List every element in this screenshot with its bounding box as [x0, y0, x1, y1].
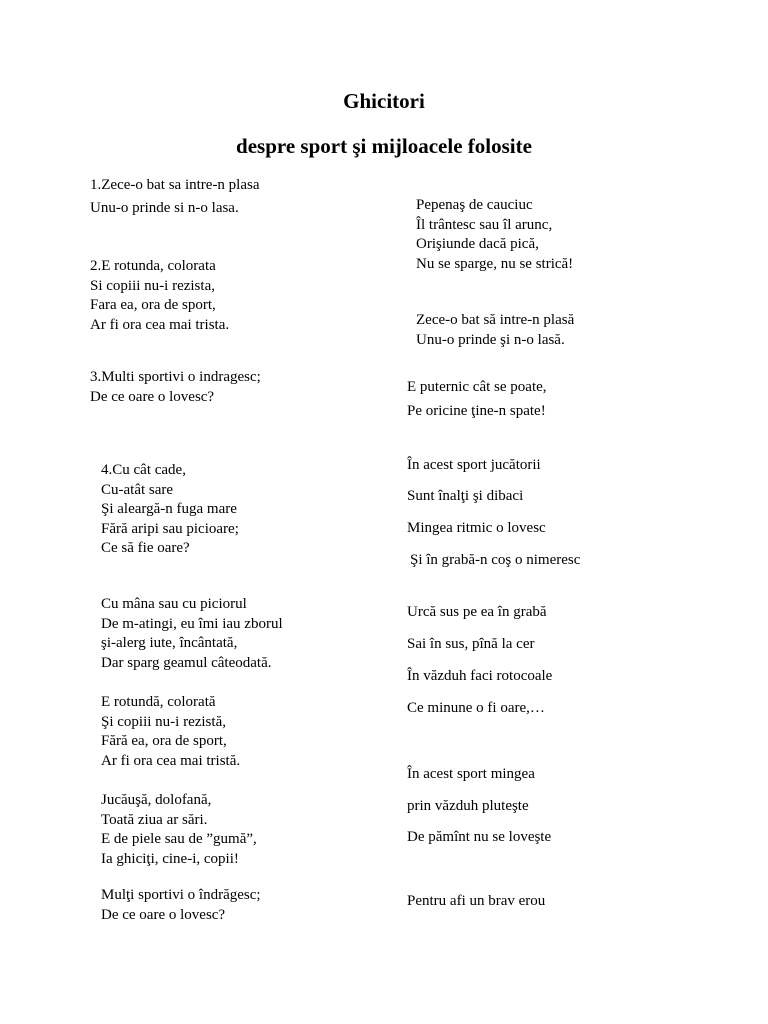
left-riddle-block — [90, 199, 239, 219]
left-riddle-line: E rotundă, colorată — [101, 694, 216, 710]
right-riddle-line: Îl trântesc sau îl arunc, — [416, 216, 553, 233]
left-riddle-line: De ce oare o lovesc? — [90, 388, 215, 405]
left-riddle-block — [90, 368, 261, 407]
left-riddle-line: Ia ghiciţi, cine-i, copii! — [101, 850, 239, 867]
left-riddle-line: E de piele sau de ”gumă”, — [101, 831, 257, 847]
left-riddle-line: Şi copiii nu-i rezistă, — [101, 713, 226, 730]
right-riddle-block — [407, 402, 546, 422]
right-riddle-line: În acest sport jucătorii — [407, 457, 541, 473]
left-riddle-line: Cu-atât sare — [101, 481, 174, 498]
right-riddle-line: Ce minune o fi oare,… — [407, 700, 545, 716]
right-riddle-block — [410, 551, 580, 571]
right-riddle-line: Pepenaş de cauciuc — [416, 197, 533, 213]
right-riddle-block — [407, 892, 545, 912]
right-riddle-block — [407, 456, 541, 476]
left-riddle-line: Toată ziua ar sări. — [101, 811, 208, 828]
left-riddle-line: 2.E rotunda, colorata — [90, 258, 216, 274]
right-riddle-line: Unu-o prinde şi n-o lasă. — [416, 331, 565, 348]
left-riddle-block — [101, 595, 283, 673]
right-riddle-line: Pentru afi un brav erou — [407, 893, 546, 909]
right-riddle-block — [407, 603, 547, 623]
left-riddle-line: Jucăuşă, dolofană, — [101, 792, 212, 808]
left-riddle-line: De ce oare o lovesc? — [101, 906, 226, 923]
left-riddle-line: Unu-o prinde si n-o lasa. — [90, 200, 239, 216]
right-riddle-block — [416, 311, 574, 350]
right-riddle-line: Pe oricine ţine-n spate! — [407, 403, 546, 419]
left-riddle-block — [90, 176, 260, 196]
left-riddle-line: Fara ea, ora de sport, — [90, 297, 216, 313]
right-riddle-line: Nu se sparge, nu se strică! — [416, 255, 574, 272]
right-riddle-line: Zece-o bat să intre-n plasă — [416, 312, 575, 328]
right-riddle-block — [416, 196, 573, 274]
right-riddle-line: În văzduh faci rotocoale — [407, 668, 553, 684]
page-subtitle: despre sport şi mijloacele folosite — [236, 134, 532, 158]
right-riddle-block — [407, 635, 534, 655]
right-riddle-line: Sunt înalţi şi dibaci — [407, 488, 524, 504]
right-riddle-block — [407, 487, 523, 507]
left-riddle-line: 4.Cu cât cade, — [101, 462, 186, 478]
right-riddle-line: De pămînt nu se loveşte — [407, 829, 552, 845]
right-riddle-block — [407, 667, 552, 687]
right-riddle-line: prin văzduh pluteşte — [407, 798, 529, 814]
left-riddle-line: Ar fi ora cea mai trista. — [90, 316, 230, 333]
left-riddle-line: Mulţi sportivi o îndrăgesc; — [101, 887, 261, 903]
right-riddle-block — [407, 765, 535, 785]
right-riddle-line: Sai în sus, pînă la cer — [407, 636, 535, 652]
left-riddle-line: Fără ea, ora de sport, — [101, 733, 227, 749]
right-riddle-line: Şi în grabă-n coş o nimeresc — [410, 552, 581, 568]
left-riddle-block — [101, 886, 261, 925]
right-riddle-line: Mingea ritmic o lovesc — [407, 520, 546, 536]
right-riddle-line: Orişiunde dacă pică, — [416, 236, 539, 252]
right-riddle-block — [407, 699, 545, 719]
right-riddle-block — [407, 797, 529, 817]
left-riddle-line: Ar fi ora cea mai tristă. — [101, 752, 241, 769]
right-riddle-block — [407, 378, 547, 398]
left-riddle-line: Si copiii nu-i rezista, — [90, 277, 215, 294]
left-riddle-line: Cu mâna sau cu piciorul — [101, 596, 247, 612]
left-riddle-block — [90, 257, 229, 335]
left-riddle-line: Ce să fie oare? — [101, 540, 190, 556]
left-riddle-line: Şi aleargă-n fuga mare — [101, 501, 237, 517]
left-riddle-block — [101, 461, 239, 559]
right-riddle-line: În acest sport mingea — [407, 766, 535, 782]
page-title: Ghicitori — [343, 89, 425, 113]
left-riddle-block — [101, 693, 240, 771]
left-riddle-line: Fără aripi sau picioare; — [101, 520, 239, 537]
left-riddle-line: De m-atingi, eu îmi iau zborul — [101, 615, 283, 632]
left-riddle-line: şi-alerg iute, încântată, — [101, 635, 238, 651]
right-riddle-block — [407, 519, 546, 539]
right-riddle-block — [407, 828, 551, 848]
left-riddle-line: 3.Multi sportivi o indragesc; — [90, 369, 261, 385]
right-riddle-line: E puternic cât se poate, — [407, 379, 547, 395]
left-riddle-line: Dar sparg geamul câteodată. — [101, 654, 272, 671]
right-riddle-line: Urcă sus pe ea în grabă — [407, 604, 547, 620]
left-riddle-block — [101, 791, 257, 869]
left-riddle-line: 1.Zece-o bat sa intre-n plasa — [90, 177, 260, 193]
